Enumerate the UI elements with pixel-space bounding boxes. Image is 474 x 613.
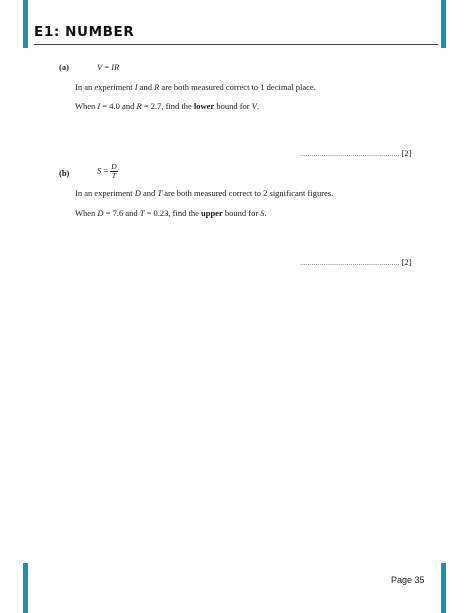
formula-equals: = [101,165,111,176]
accent-bar-right-bottom [441,563,446,613]
formula-rhs: IR [111,62,120,72]
formula-lhs: V [97,62,103,72]
formula-lhs: S [97,165,102,176]
answer-dots[interactable]: ................................................... [300,259,400,267]
header-rule [34,44,438,45]
marks-label: [2] [401,257,412,267]
formula-equals: = [102,62,112,72]
part-b-label: (b) [59,168,70,178]
part-b-formula [97,163,118,180]
part-b-answer-line[interactable] [300,257,412,267]
marks-label: [2] [401,148,412,158]
accent-bar-left-bottom [23,563,28,613]
page-number: Page 35 [391,575,425,585]
fraction-denominator: T [111,171,117,180]
page-header-title: E1: NUMBER [34,24,135,40]
part-a-line-1: In an experiment I and R are both measured correct to 1 decimal place. [75,82,316,92]
part-a-line-2: When I = 4.0 and R = 2.7, find the lower bound for V. [75,101,260,111]
part-b-line-1: In an experiment D and T are both measured correct to 2 significant figures. [75,188,334,198]
formula-fraction [110,163,117,180]
part-a-answer-line[interactable] [300,148,412,158]
accent-bar-left-top [23,0,28,48]
answer-dots[interactable]: ................................................... [300,150,400,158]
fraction-numerator: D [111,162,117,171]
part-a-formula [97,62,119,72]
part-a-label: (a) [59,62,69,72]
accent-bar-right-top [441,0,446,48]
part-b-line-2: When D = 7.6 and T = 0.23, find the upper bound for S. [75,208,267,218]
